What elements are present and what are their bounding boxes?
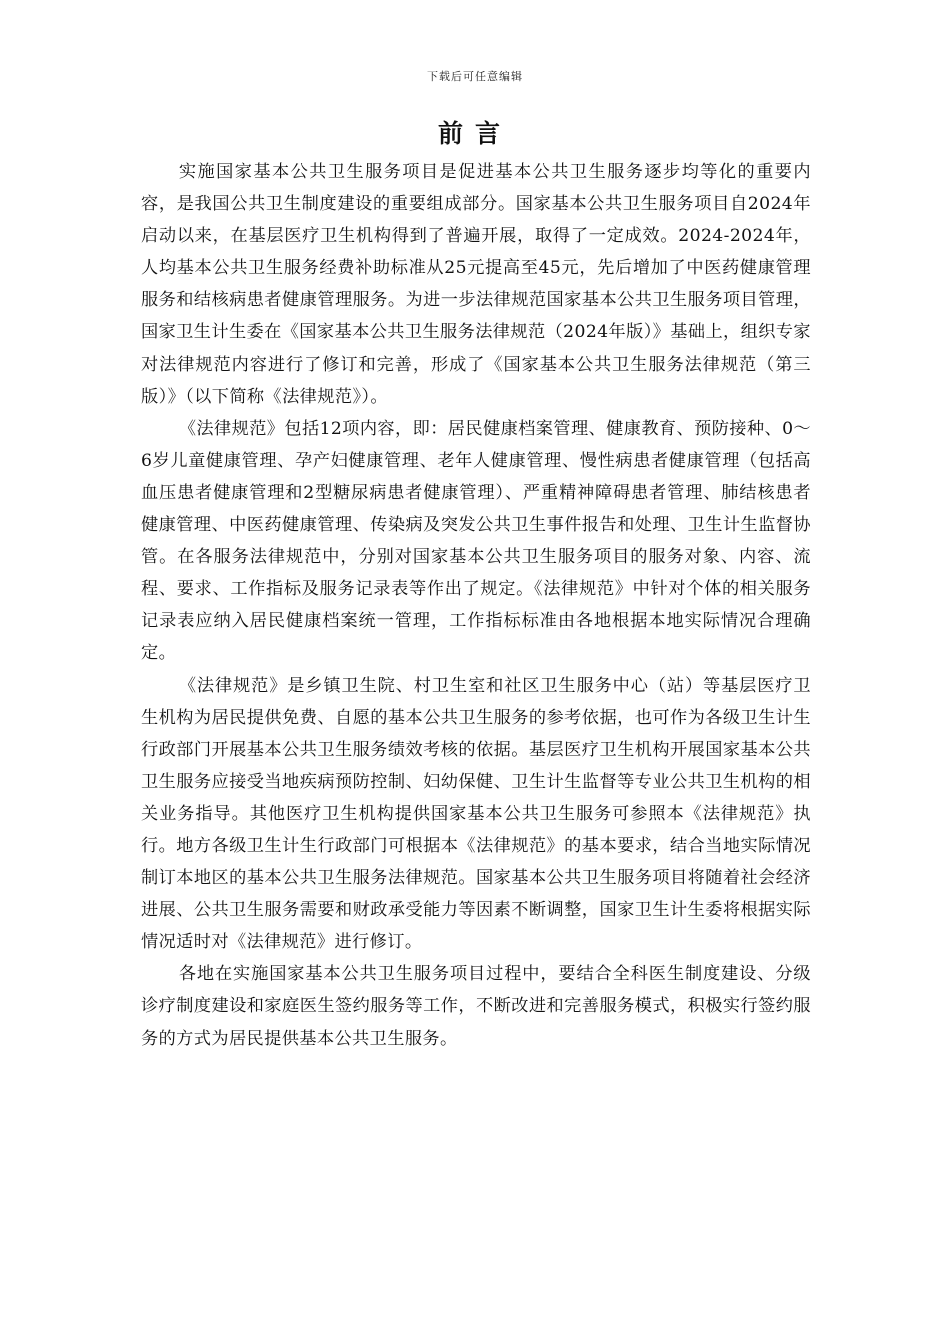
page-title: 前言 (437, 119, 512, 148)
paragraph-2: 《法律规范》包括12项内容，即：居民健康档案管理、健康教育、预防接种、0～6岁儿童健康管理、孕产妇健康管理、老年人健康管理、慢性病患者健康管理（包括高血压患者健康管理和2型糖尿病患者健康管理）、严重精神障碍患者管理、肺结核患者健康管理、中医药健康管理、传染病及突发公共卫生事件报告和处理、卫生计生监督协管。在各服务法律规范中，分别对国家基本公共卫生服务项目的服务对象、内容、流程、要求、工作指标及服务记录表等作出了规定。《法律规范》中针对个体的相关服务记录表应纳入居民健康档案统一管理，工作指标标准由各地根据本地实际情况合理确定。 (141, 418, 811, 664)
header-note: 下载后可任意编辑 (427, 70, 523, 83)
document-body (141, 156, 811, 1055)
paragraph-1: 实施国家基本公共卫生服务项目是促进基本公共卫生服务逐步均等化的重要内容，是我国公共卫生制度建设的重要组成部分。国家基本公共卫生服务项目自2024年启动以来，在基层医疗卫生机构得到了普遍开展，取得了一定成效。2024-2024年，人均基本公共卫生服务经费补助标准从25元提高至45元，先后增加了中医药健康管理服务和结核病患者健康管理服务。为进一步法律规范国家基本公共卫生服务项目管理，国家卫生计生委在《国家基本公共卫生服务法律规范（2024年版）》基础上，组织专家对法律规范内容进行了修订和完善，形成了《国家基本公共卫生服务法律规范（第三版）》（以下简称《法律规范》）。 (141, 162, 811, 407)
paragraph-4: 各地在实施国家基本公共卫生服务项目过程中，要结合全科医生制度建设、分级诊疗制度建设和家庭医生签约服务等工作，不断改进和完善服务模式，积极实行签约服务的方式为居民提供基本公共卫生服务。 (141, 964, 811, 1049)
paragraph-3: 《法律规范》是乡镇卫生院、村卫生室和社区卫生服务中心（站）等基层医疗卫生机构为居民提供免费、自愿的基本公共卫生服务的参考依据，也可作为各级卫生计生行政部门开展基本公共卫生服务绩效考核的依据。基层医疗卫生机构开展国家基本公共卫生服务应接受当地疾病预防控制、妇幼保健、卫生计生监督等专业公共卫生机构的相关业务指导。其他医疗卫生机构提供国家基本公共卫生服务可参照本《法律规范》执行。地方各级卫生计生行政部门可根据本《法律规范》的基本要求，结合当地实际情况制订本地区的基本公共卫生服务法律规范。国家基本公共卫生服务项目将随着社会经济进展、公共卫生服务需要和财政承受能力等因素不断调整，国家卫生计生委将根据实际情况适时对《法律规范》进行修订。 (141, 675, 811, 953)
